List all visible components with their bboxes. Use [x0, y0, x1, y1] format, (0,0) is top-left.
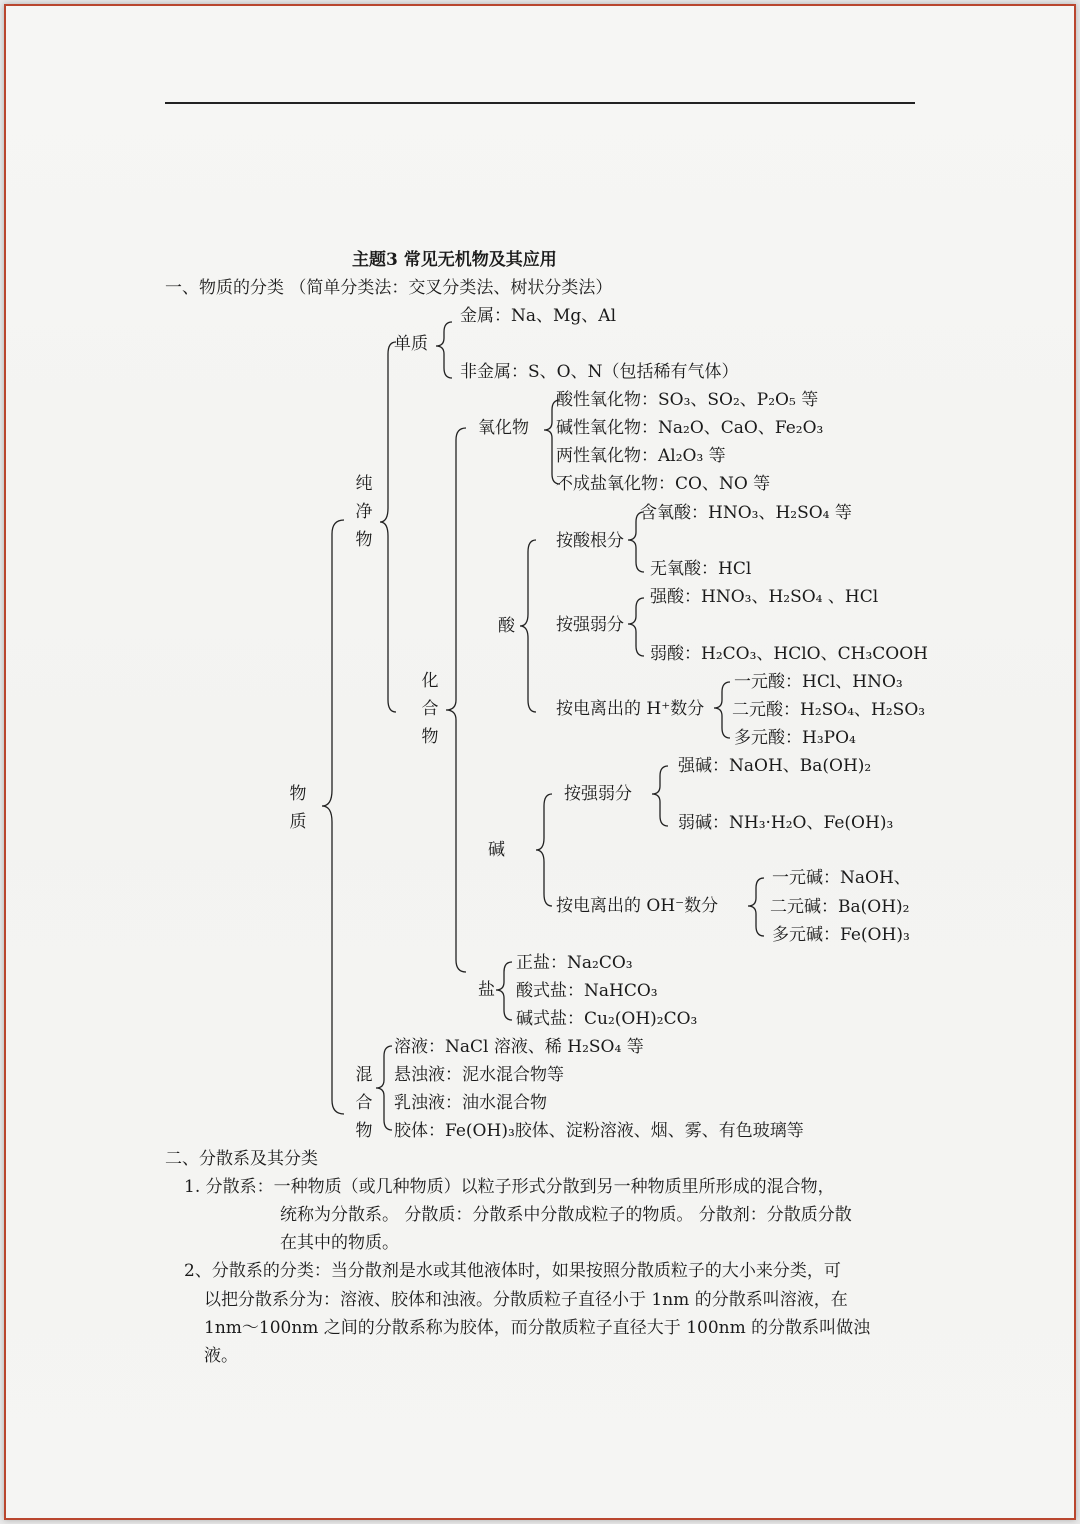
- colloid-item: 胶体：Fe(OH)₃胶体、淀粉溶液、烟、雾、有色玻璃等: [394, 1121, 804, 1141]
- compound-char-1: 化: [421, 671, 439, 691]
- bracket-oxide: [544, 400, 560, 484]
- page-title: 主题3 常见无机物及其应用: [352, 250, 557, 270]
- pure-label: [354, 470, 374, 554]
- solution-item: 溶液：NaCl 溶液、稀 H₂SO₄ 等: [394, 1037, 644, 1057]
- suspension-item: 悬浊液：泥水混合物等: [394, 1065, 564, 1085]
- para1-line1: 1. 分散系：一种物质（或几种物质）以粒子形式分散到另一种物质里所形成的混合物，: [184, 1177, 835, 1197]
- bracket-root: [322, 520, 344, 1114]
- compound-label: [420, 667, 440, 751]
- pure-char-1: 纯: [355, 474, 373, 494]
- bracket-oh: [748, 878, 764, 936]
- amphoteric-oxide-item: 两性氧化物：Al₂O₃ 等: [556, 446, 726, 466]
- bracket-base-strength: [652, 766, 668, 826]
- di-base-item: 二元碱：Ba(OH)₂: [770, 897, 910, 917]
- pure-char-3: 物: [355, 530, 373, 550]
- oxide-label: 氧化物: [478, 418, 529, 438]
- by-h-label: 按电离出的 H⁺数分: [556, 699, 705, 719]
- bracket-simple: [436, 322, 452, 378]
- strong-base-item: 强碱：NaOH、Ba(OH)₂: [678, 756, 872, 776]
- metal-item: 金属：Na、Mg、Al: [460, 306, 617, 326]
- di-acid-item: 二元酸：H₂SO₄、H₂SO₃: [732, 700, 926, 720]
- by-oh-label: 按电离出的 OH⁻数分: [556, 896, 719, 916]
- pure-char-2: 净: [355, 502, 373, 522]
- mixture-char-3: 物: [355, 1121, 373, 1141]
- compound-char-2: 合: [421, 699, 439, 719]
- normal-salt-item: 正盐：Na₂CO₃: [516, 953, 633, 973]
- bracket-salt: [496, 962, 512, 1020]
- mixture-label: [354, 1061, 374, 1145]
- base-label: 碱: [488, 840, 505, 860]
- section-heading-1: 一、物质的分类 （简单分类法：交叉分类法、树状分类法）: [165, 278, 613, 298]
- base-by-strength-label: 按强弱分: [564, 784, 632, 804]
- poly-acid-item: 多元酸：H₃PO₄: [734, 728, 856, 748]
- root-label: [288, 780, 308, 836]
- para2-line2: 以把分散系分为：溶液、胶体和浊液。分散质粒子直径小于 1nm 的分散系叫溶液，在: [204, 1290, 848, 1310]
- mono-acid-item: 一元酸：HCl、HNO₃: [734, 672, 903, 692]
- weak-base-item: 弱碱：NH₃·H₂O、Fe(OH)₃: [678, 813, 894, 833]
- nonmetal-item: 非金属：S、O、N（包括稀有气体）: [460, 362, 739, 382]
- acid-label: 酸: [498, 616, 515, 636]
- mixture-char-1: 混: [355, 1065, 373, 1085]
- bracket-base: [536, 794, 552, 906]
- para1-line2: 统称为分散系。 分散质：分散系中分散成粒子的物质。 分散剂：分散质分散: [280, 1205, 852, 1225]
- para2-line4: 液。: [204, 1346, 238, 1366]
- basic-oxide-item: 碱性氧化物：Na₂O、CaO、Fe₂O₃: [556, 418, 824, 438]
- poly-base-item: 多元碱：Fe(OH)₃: [772, 925, 910, 945]
- salt-label: 盐: [478, 980, 495, 1000]
- acid-salt-item: 酸式盐：NaHCO₃: [516, 981, 658, 1001]
- hydracid-item: 无氧酸：HCl: [650, 559, 752, 579]
- root-char-1: 物: [289, 784, 307, 804]
- root-char-2: 质: [289, 812, 307, 832]
- mixture-char-2: 合: [355, 1093, 373, 1113]
- oxyacid-item: 含氧酸：HNO₃、H₂SO₄ 等: [640, 503, 852, 523]
- para1-line3: 在其中的物质。: [280, 1233, 399, 1253]
- section-heading-2: 二、分散系及其分类: [165, 1149, 318, 1169]
- bracket-pure: [380, 342, 396, 712]
- para2-line3: 1nm～100nm 之间的分散系称为胶体，而分散质粒子直径大于 100nm 的分散系叫做浊: [204, 1318, 871, 1338]
- mono-base-item: 一元碱：NaOH、: [772, 868, 911, 888]
- strong-acid-item: 强酸：HNO₃、H₂SO₄ 、HCl: [650, 587, 879, 607]
- bracket-h: [714, 682, 730, 738]
- by-strength-label: 按强弱分: [556, 615, 624, 635]
- weak-acid-item: 弱酸：H₂CO₃、HClO、CH₃COOH: [650, 644, 928, 664]
- emulsion-item: 乳浊液：油水混合物: [394, 1093, 547, 1113]
- acidic-oxide-item: 酸性氧化物：SO₃、SO₂、P₂O₅ 等: [556, 390, 819, 410]
- bracket-acid: [520, 540, 536, 712]
- bracket-compound: [446, 428, 466, 972]
- bracket-acid-strength: [628, 598, 644, 656]
- basic-salt-item: 碱式盐：Cu₂(OH)₂CO₃: [516, 1009, 698, 1029]
- compound-char-3: 物: [421, 727, 439, 747]
- para2-line1: 2、分散系的分类：当分散剂是水或其他液体时，如果按照分散质粒子的大小来分类，可: [184, 1261, 841, 1281]
- bracket-mixture: [376, 1046, 392, 1130]
- by-radical-label: 按酸根分: [556, 531, 624, 551]
- neutral-oxide-item: 不成盐氧化物：CO、NO 等: [556, 474, 771, 494]
- simple-label: 单质: [394, 334, 428, 354]
